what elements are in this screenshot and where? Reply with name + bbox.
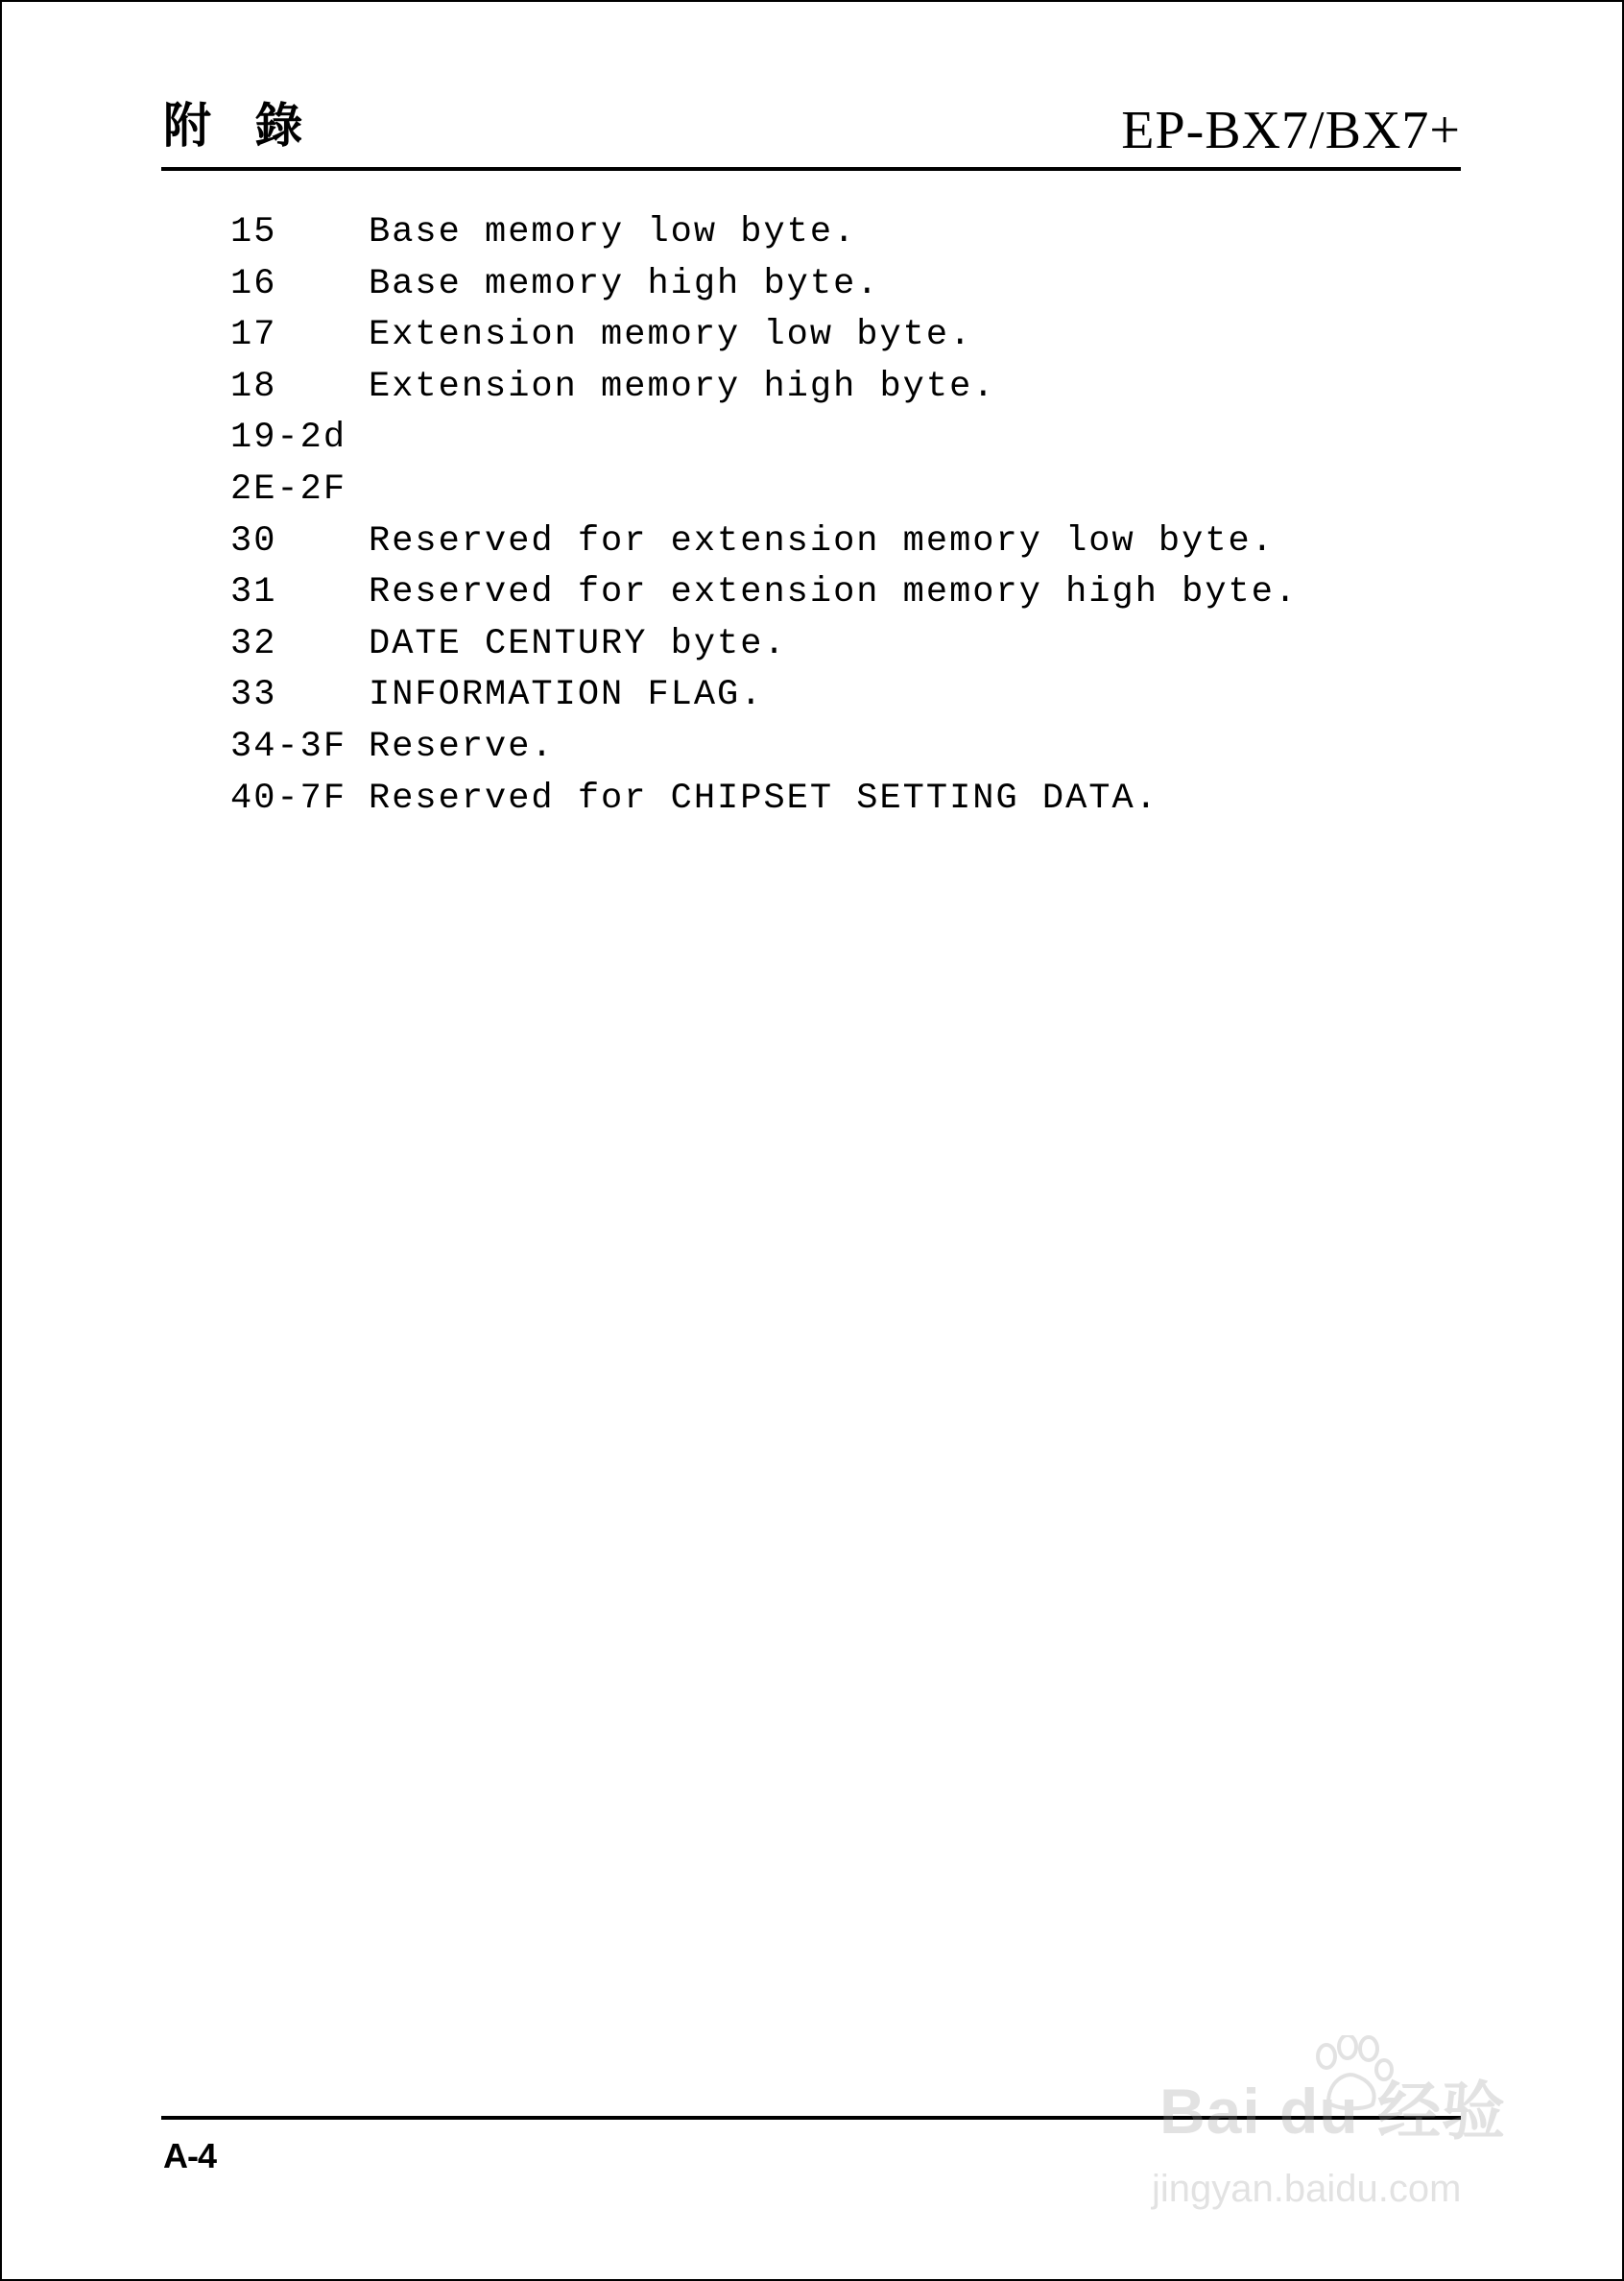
register-row bbox=[230, 413, 1298, 465]
register-address: 18 bbox=[230, 366, 277, 407]
watermark bbox=[1150, 2035, 1534, 2227]
register-description: DATE CENTURY byte. bbox=[369, 623, 787, 664]
register-row bbox=[230, 567, 1298, 619]
register-row bbox=[230, 362, 1298, 414]
register-row bbox=[230, 259, 1298, 311]
register-description: Reserve. bbox=[369, 726, 555, 767]
register-address: 31 bbox=[230, 572, 277, 613]
register-address: 32 bbox=[230, 623, 277, 664]
register-row bbox=[230, 670, 1298, 722]
page-number: A-4 bbox=[163, 2136, 217, 2175]
register-address: 33 bbox=[230, 675, 277, 716]
register-description: Reserved for CHIPSET SETTING DATA. bbox=[369, 778, 1158, 819]
register-row bbox=[230, 774, 1298, 826]
register-address: 2E-2F bbox=[230, 468, 347, 510]
watermark-url: jingyan.baidu.com bbox=[1152, 2168, 1462, 2210]
register-address: 17 bbox=[230, 315, 277, 356]
register-row bbox=[230, 207, 1298, 259]
watermark-brand: Bai du 经验 bbox=[1159, 2076, 1507, 2147]
register-address: 15 bbox=[230, 212, 277, 252]
register-list bbox=[230, 207, 1298, 825]
register-description: Extension memory low byte. bbox=[369, 315, 973, 356]
register-address: 40-7F bbox=[230, 778, 347, 819]
register-row bbox=[230, 465, 1298, 516]
register-row bbox=[230, 722, 1298, 774]
register-description: INFORMATION FLAG. bbox=[369, 675, 764, 716]
register-description: Base memory high byte. bbox=[369, 263, 880, 304]
page-header bbox=[161, 96, 1461, 171]
register-row bbox=[230, 516, 1298, 568]
model-name: EP-BX7/BX7+ bbox=[1121, 101, 1461, 160]
register-description: Reserved for extension memory high byte. bbox=[369, 572, 1299, 613]
register-address: 34-3F bbox=[230, 726, 347, 767]
register-description: Reserved for extension memory low byte. bbox=[369, 520, 1275, 562]
register-description: Extension memory high byte. bbox=[369, 366, 996, 407]
register-address: 30 bbox=[230, 520, 277, 562]
register-row bbox=[230, 310, 1298, 362]
register-address: 16 bbox=[230, 263, 277, 304]
register-address: 19-2d bbox=[230, 418, 347, 459]
section-title: 附 錄 bbox=[163, 97, 317, 154]
register-description: Base memory low byte. bbox=[369, 212, 857, 252]
register-row bbox=[230, 619, 1298, 671]
